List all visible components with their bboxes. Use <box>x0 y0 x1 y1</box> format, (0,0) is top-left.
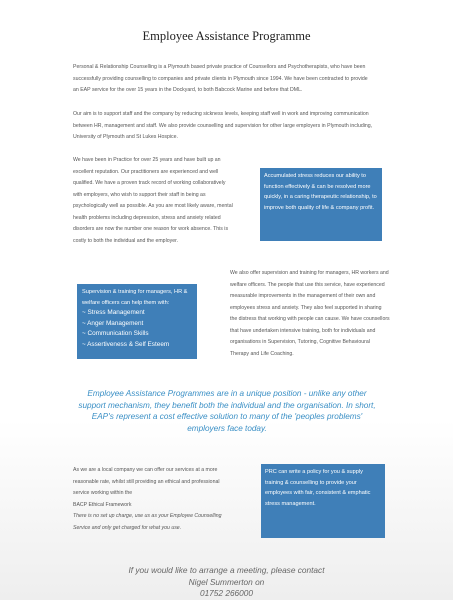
training-item-assertiveness: ~ Assertiveness & Self Esteem <box>82 340 170 348</box>
local-paragraph <box>73 465 233 534</box>
stress-callout: Accumulated stress reduces our ability to function effectively & can be resolved more quickly, in a caring therapeutic relationship, to improve both quality of life & company profit. <box>260 168 382 241</box>
policy-callout: PRC can write a policy for you & supply training & counselling to provide your employees with fair, consistent & emphatic stress management. <box>261 464 385 538</box>
training-item-stress: ~ Stress Management <box>82 309 145 316</box>
local-text: As we are a local company we can offer our services at a more reasonable rate, whilst still providing an ethical and professional service working within the <box>73 467 220 496</box>
contact-name: Nigel Summerton on <box>188 576 265 587</box>
training-item-communication: ~ Communication Skills <box>82 330 149 338</box>
practice-paragraph: We have been in Practice for over 25 years and have built up an excellent reputation. Our practitioners are experienced and well qualified. We have a proven track record of working collaboratively with employers, who wish to support their staff in being as psychologically well as possible. As you are most likely aware, mental health problems including depression, stress and anxiety related disorders are now the number one reason for work absence. This is costly to both the individual and the employer. <box>73 157 233 244</box>
no-setup-charge-text: There is no set up charge, use us as your Employee Counselling Service and only get charged for what you use. <box>73 513 222 531</box>
training-intro: Supervision & training for managers, HR & welfare officers can help them with: <box>82 289 188 306</box>
intro-paragraph: Personal & Relationship Counselling is a Plymouth based private practice of Counsellors and Psychotherapists, who have been successfully providing counselling to companies and private clients in Plymouth since 1994. We have been contracted to provide an EAP service for the over 15 years in the Dockyard, to both Babcock Marine and before that DML. <box>73 64 368 93</box>
contact-line-1: If you would like to arrange a meeting, please contact <box>128 565 325 575</box>
highlight-statement: Employee Assistance Programmes are in a unique position - unlike any other support mechanism, they benefit both the individual and the organisation. In short, EAP's represent a cost effective solution to many of the 'peoples problems' employers face today. <box>78 389 376 433</box>
contact-block <box>0 565 453 600</box>
aim-paragraph: Our aim is to support staff and the company by reducing sickness levels, keeping staff well in work and improving communication between HR, management and staff. We also provide counselling and supervision for other large employers in Plymouth including, University of Plymouth and St Lukes Hospice. <box>73 111 373 140</box>
training-callout <box>77 284 197 359</box>
page-title: Employee Assistance Programme <box>142 29 311 43</box>
bacp-framework: BACP Ethical Framework <box>73 501 132 508</box>
training-item-anger: ~ Anger Management <box>82 319 144 327</box>
supervision-paragraph: We also offer supervision and training for managers, HR workers and welfare officers. The people that use this service, have experienced measurable improvements in the management of their own and employees stress and anxiety. They also feel supported in sharing the distress that working with people can cause. We have counsellors that have undertaken intensive training, both for individuals and organisations in Supervision, Tutoring, Cognitive Behavioural Therapy and Life Coaching. <box>230 270 390 357</box>
training-list <box>82 308 192 350</box>
contact-phone[interactable]: 01752 266000 <box>199 588 254 598</box>
